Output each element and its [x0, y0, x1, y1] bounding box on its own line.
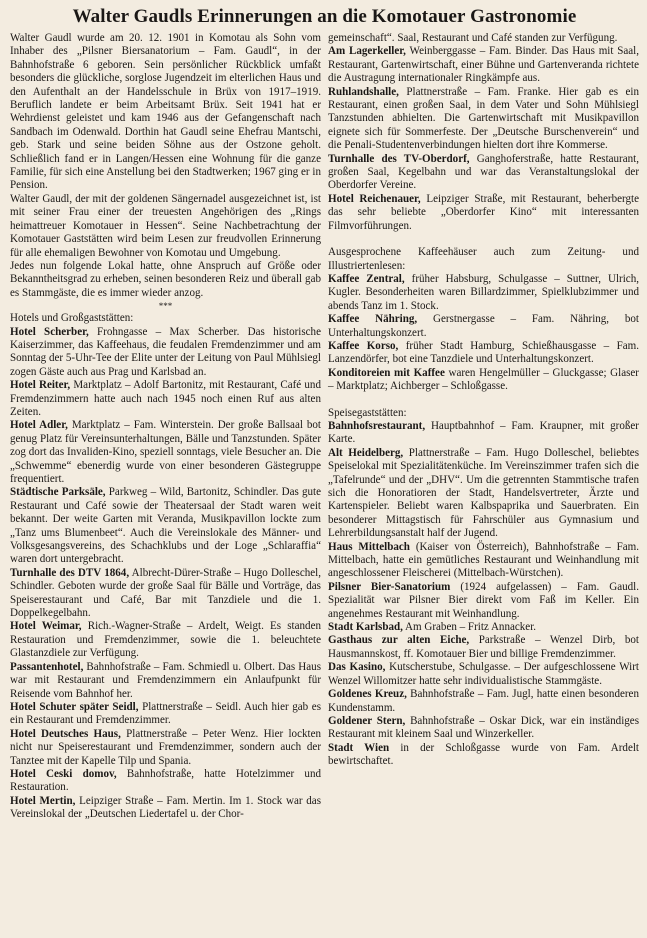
entry	[10, 486, 321, 566]
entry-name: Alt Heidelberg,	[328, 446, 404, 459]
entry-name: Gasthaus zur alten Eiche,	[328, 634, 470, 647]
entry-text: Leipziger Straße – Fam. Mertin. Im 1. Stock war das Vereinslokal der „Deutschen Liedertafel u. der Chor-	[10, 794, 321, 821]
food-entry	[328, 634, 639, 661]
entry-text: Albrecht-Dürer-Straße – Hugo Dolleschel, Schindler. Geboten wurde der große Saal für Bälle und Vorträge, das Speiserestaurant und Café, Bar mit Tanzdiele und die 1. Doppelkegelbahn.	[10, 566, 321, 620]
entry-text: Leipziger Straße, mit Restaurant, beherbergte das sehr beliebte „Oberdorfer Kino“ mit interessanten Filmvorführungen.	[328, 192, 640, 232]
food-entry	[328, 581, 639, 621]
entry-text: waren Hengelmüller – Gluckgasse; Glaser – Marktplatz; Aichberger – Schloßgasse.	[328, 366, 639, 393]
entry-name: Ruhlandshalle,	[328, 85, 399, 98]
entry-name: Kaffee Korso,	[328, 339, 399, 352]
entry-name: Hotel Ceski domov,	[10, 767, 117, 780]
left-column	[10, 32, 321, 822]
cafe-entry	[328, 273, 639, 313]
intro-paragraph: Walter Gaudl wurde am 20. 12. 1901 in Komotau als Sohn vom Inhaber des „Pilsner Biersanatorium – Fam. Gaudl“, in der Bahnhofstraße 6 geboren. Sein persönlicher Rückblick umfaßt besonders die glückliche, sorglose Jugendzeit im elterlichen Haus und den Aufenthalt an der Handelsschule in Brüx von 1917–1919. Beruflich landete er beim Arbeitsamt Brüx. Seit 1941 hat er Wehrdienst geleistet und kam 1946 aus der Gefangenschaft nach Sandbach im Odenwald. Dorthin hat Gaudl seine Ehefrau Mantschi, geb. Stark und seine beiden Söhne aus der Ostzone geholt. Schließlich fand er in Langen/Hessen eine Wohnung für die ganze Familie, für sich eine Anstellung bei den Stadtwerken; 1967 ging er in Pension.	[10, 32, 321, 192]
entry-text: Parkweg – Wild, Bartonitz, Schindler. Das gute Restaurant und Café sowie der Theatersaal der Stadt waren weit bekannt. Der weite Garten mit Veranda, Musikpavillon lockte zum „Tanz ums Blumenbeet“. Auch die Vereinslokale des Männer- und Volksgesangsvereins, des Schachklubs und der Loge „Schlaraffia“ waren dort untergebracht.	[10, 486, 321, 566]
intro-paragraph: Walter Gaudl, der mit der goldenen Sängernadel ausgezeichnet ist, ist mit seiner Frau einer der treuesten Angehörigen des „Rings heimattreuer Komotauer in Hessen“. Seine Nachbetrachtung der Komotauer Gaststätten wird beim Lesen zur freudvollen Erinnerung für alle ehemaligen Bewohner von Komotau und Umgebung.	[10, 192, 321, 259]
entry-text: Gerstnergasse – Fam. Nähring, bot Unterhaltungskonzert.	[328, 313, 640, 339]
entry-text: Plattnerstraße – Peter Wenz. Hier lockten nicht nur Speiserestaurant und Fremdenzimmer, sondern auch der Tanztee mit der Kapelle Tilp und Spania.	[10, 727, 321, 767]
entry-text: Plattnerstraße – Fam. Franke. Hier gab es ein Restaurant, einen großen Saal, in dem Vater und Sohn Mühlsiegl Tanzstunden abhielten. Die Gartenwirtschaft mit Musikpavillon eignete sich für Sommerfeste. Der „Deutsche Burschenverein“ und die Penali-Studentenverbindungen hielten dort ihre Kommerse.	[328, 85, 639, 152]
entry	[328, 193, 639, 233]
entry-text: (Kaiser von Österreich), Bahnhofstraße – Fam. Mittelbach, hatte ein gemütliches Restaurant und Weinhandlung mit angeschlossener Fleischerei (Mittelbach-Würstchen).	[328, 540, 639, 580]
entry	[10, 795, 321, 822]
entry	[10, 728, 321, 768]
section-separator: ***	[158, 301, 173, 312]
entry-name: Turnhalle des TV-Oberdorf,	[328, 152, 470, 165]
entry-name: Stadt Karlsbad,	[328, 621, 403, 634]
entry	[10, 768, 321, 795]
section-heading-cafes: Ausgesprochene Kaffeehäuser auch zum Zeitung- und Illustriertenlesen:	[328, 246, 639, 272]
section-heading: Hotels und Großgaststätten:	[10, 312, 134, 325]
entry	[10, 620, 321, 660]
right-column	[328, 32, 639, 822]
entry	[328, 153, 639, 193]
cafe-entry	[328, 367, 639, 394]
entry-text: Weinberggasse – Fam. Binder. Das Haus mit Saal, Restaurant, Gartenwirtschaft, einer Bühne und Gartenveranda richtete die Austragung internationaler Ringkämpfe aus.	[328, 45, 639, 85]
section-heading-food: Speisegaststätten:	[328, 406, 407, 419]
entry	[328, 86, 639, 153]
entry-name: Bahnhofsrestaurant,	[328, 419, 426, 432]
entry-text: früher Habsburg, Schulgasse – Suttner, Ulrich, Kugler. Besonderheiten waren Billardzimmer, Spielklubzimmer und abends Tanz im 1. Stock.	[328, 272, 639, 312]
entry-name: Goldener Stern,	[328, 714, 406, 727]
entry	[10, 701, 321, 728]
entry-name: Kaffee Nähring,	[328, 313, 418, 326]
entry-text: Bahnhofstraße, hatte Hotelzimmer und Restauration.	[10, 767, 321, 794]
food-entry	[328, 661, 639, 688]
cafe-entry	[328, 313, 639, 340]
entry-text: Bahnhofstraße – Oskar Dick, war ein inständiges Restaurant mit kleinem Saal und Winzerkeller.	[328, 714, 640, 741]
entry-name: Das Kasino,	[328, 661, 386, 674]
entry	[10, 661, 321, 701]
entry-text: Marktplatz – Fam. Winterstein. Der große Ballsaal bot genug Platz für Vereinsunterhaltungen, Bälle und Tanzstunden. Später zog dort das Invaliden-Kino, speziell sonntags, viele Besucher an. Die „Schwemme“ ebenerdig wurde von einer besonderen Gästegruppe frequentiert.	[10, 419, 321, 485]
entry-name: Hotel Reichenauer,	[328, 192, 421, 205]
entry-name: Hotel Reiter,	[10, 379, 71, 392]
food-entry	[328, 688, 639, 715]
page-title: Walter Gaudls Erinnerungen an die Komotauer Gastronomie	[72, 6, 577, 27]
entry-text: Marktplatz – Adolf Bartonitz, mit Restaurant, Café und Fremdenzimmern hatte auch nach 1945 noch einen Ruf aus alten Zeiten.	[10, 379, 321, 418]
entry-name: Hotel Adler,	[10, 419, 68, 432]
entry	[10, 326, 321, 380]
entry-text: Bahnhofstraße – Fam. Jugl, hatte einen besonderen Kundenstamm.	[328, 688, 639, 714]
food-entry	[328, 420, 639, 447]
entry-text: Am Graben – Fritz Annacker.	[402, 621, 537, 634]
entry-text: Kutscherstube, Schulgasse. – Der aufgeschlossene Wirt Wenzel Willomitzer hatte sehr individualistische Stammgäste.	[328, 661, 639, 687]
entry-text: früher Stadt Hamburg, Schießhausgasse – Fam. Lanzendörfer, bot eine Tanzdiele und Unterhaltungskonzert.	[328, 339, 639, 366]
entry-text: (1924 aufgelassen) – Fam. Gaudl. Spezialität war Pilsner Bier direkt vom Faß im Keller. Ein angenehmes Restaurant mit Weinhandlung.	[328, 580, 639, 620]
entry-text: Plattnerstraße – Fam. Hugo Dolleschel, beliebtes Speiselokal mit Spezialitätenküche. Im Vereinszimmer trafen sich die „Tafelrunde“ und der „DHV“. Um die getrennten Stammtische trafen sich die Honoratioren der Stadt, Handelsvertreter, Ärzte und Kartenspieler. Beliebt waren Kalbspaprika und Sauerbraten. Ein besonderer Mittagstisch für Fahrschüler aus Gymnasium und Lehrerbildungsanstalt half der Jugend.	[328, 446, 640, 540]
entry	[10, 419, 321, 486]
entry-name: Hotel Schuter später Seidl,	[10, 700, 139, 713]
food-entry	[328, 621, 639, 634]
food-entry	[328, 742, 639, 769]
entry	[328, 45, 639, 85]
entry-text: Parkstraße – Wenzel Dirb, bot Hausmannskost, ff. Komotauer Bier und billige Fremdenzimmer.	[328, 634, 639, 660]
entry	[10, 379, 321, 419]
entry-name: Hotel Mertin,	[10, 794, 76, 807]
entry-name: Passantenhotel,	[10, 660, 84, 673]
entry-text: Bahnhofstraße – Fam. Schmiedl u. Olbert. Das Haus war mit Restaurant und Fremdenzimmern ein Anlaufpunkt für Reisende vom Bahnhof her.	[10, 660, 321, 700]
entry-name: Kaffee Zentral,	[328, 272, 405, 285]
intro-paragraph: Jedes nun folgende Lokal hatte, ohne Anspruch auf Größe oder Bekanntheitsgrad zu erheben, seinen besonderen Reiz und überall gab es Stammgäste, die es immer wieder anzog.	[10, 259, 321, 299]
entry-text: Ganghoferstraße, hatte Restaurant, großen Saal, Kegelbahn und war das Veranstaltungslokal der Oberdorfer Vereine.	[328, 152, 639, 192]
entry-text: Rich.-Wagner-Straße – Ardelt, Weigt. Es standen Restauration und Fremdenzimmer, sowie die 1. beleuchtete Glastanzdiele zur Verfügung.	[10, 620, 321, 660]
entry-text: in der Schloßgasse wurde von Fam. Ardelt bewirtschaftet.	[328, 741, 639, 768]
entry-name: Konditoreien mit Kaffee	[328, 366, 445, 379]
entry-name: Pilsner Bier-Sanatorium	[328, 580, 451, 593]
entry-name: Hotel Deutsches Haus,	[10, 727, 121, 740]
entry-name: Hotel Weimar,	[10, 620, 82, 633]
entry-name: Stadt Wien	[328, 741, 390, 754]
entry-text: Hauptbahnhof – Fam. Kraupner, mit großer Karte.	[328, 419, 639, 446]
entry-name: Hotel Scherber,	[10, 325, 89, 338]
entry-name: Turnhalle des DTV 1864,	[10, 566, 130, 579]
continuation-text: gemeinschaft“. Saal, Restaurant und Café standen zur Verfügung.	[328, 32, 618, 44]
food-entry	[328, 447, 639, 541]
entry-name: Haus Mittelbach	[328, 540, 410, 553]
entry	[10, 567, 321, 621]
food-entry	[328, 541, 639, 581]
food-entry	[328, 715, 639, 742]
cafe-entry	[328, 340, 639, 367]
entry-text: Frohngasse – Max Scherber. Das historische Kaiserzimmer, das Kaffeehaus, die feudalen Fremdenzimmer und am Sonntag der 5-Uhr-Tee der Elite unter der Leitung von Paul Mühlsiegl zogen Gäste auch aus Prag und Karlsbad an.	[10, 325, 321, 378]
entry-name: Am Lagerkeller,	[328, 45, 406, 58]
entry-name: Städtische Parksäle,	[10, 486, 106, 499]
entry-name: Goldenes Kreuz,	[328, 688, 407, 701]
entry-text: Plattnerstraße – Seidl. Auch hier gab es ein Restaurant und Fremdenzimmer.	[10, 700, 321, 727]
article-columns	[10, 32, 639, 822]
